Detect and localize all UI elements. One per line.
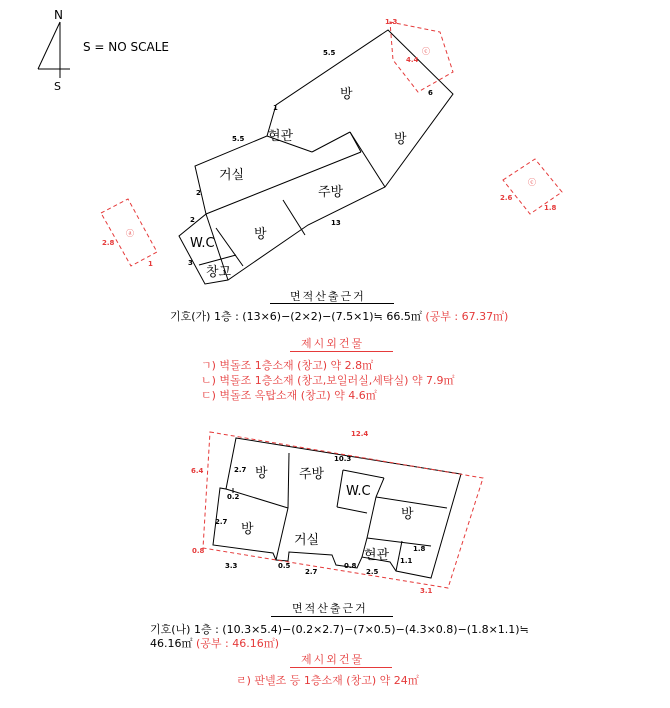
title-underline: [290, 667, 392, 668]
hall-label: 현관: [268, 129, 294, 144]
dimension-label: 2: [190, 216, 195, 224]
dimension-label: 13: [331, 219, 341, 227]
dimension-label: 1: [273, 104, 278, 112]
dimension-label: 0.8: [344, 562, 357, 570]
room-label: 방: [340, 87, 353, 102]
dimension-label: 2.7: [305, 568, 318, 576]
plan-a-outline: [179, 30, 453, 284]
area-basis-title-a: 면적산출근거: [290, 290, 366, 303]
dimension-label: 2: [196, 189, 201, 197]
scale-note: S = NO SCALE: [83, 40, 170, 54]
living-room-label: 거실: [219, 168, 245, 183]
wc-label: W.C: [190, 236, 215, 251]
plan-b-rooms: [241, 465, 414, 563]
dimension-label: 3.1: [420, 587, 433, 595]
dimension-label: 1.3: [385, 18, 398, 26]
title-underline: [271, 616, 393, 617]
excluded-item: ㄷ) 벽돌조 옥탑소재 (창고) 약 4.6㎡: [201, 389, 377, 402]
dimension-label: 2.7: [215, 518, 228, 526]
ledger-area: (공부 : 46.16㎡): [196, 637, 280, 650]
room-label: 방: [255, 466, 268, 481]
excluded-item: ㄱ) 벽돌조 1층소재 (창고) 약 2.8㎡: [201, 359, 374, 372]
dimension-label: 0.8: [192, 547, 205, 555]
area-formula-text: 기호(가) 1층 : (13×6)−(2×2)−(7.5×1)≒ 66.5㎡: [170, 310, 422, 323]
dimension-label: 6.4: [191, 467, 204, 475]
dimension-label: 5.5: [323, 49, 336, 57]
excluded-buildings-title-a: 제시외건물: [301, 337, 365, 350]
dimension-label: 5.5: [232, 135, 245, 143]
dimension-label: 6: [428, 89, 433, 97]
building-marker-icon: ⓒ: [528, 178, 536, 187]
wc-label: W.C: [346, 484, 371, 499]
area-basis-title-b: 면적산출근거: [292, 602, 368, 615]
room-label: 방: [241, 522, 254, 537]
title-underline: [270, 303, 394, 304]
dimension-label: 1.8: [413, 545, 426, 553]
dimension-label: 10.3: [334, 455, 352, 463]
title-underline: [290, 351, 393, 352]
excluded-item: ㄴ) 벽돌조 1층소재 (창고,보일러실,세탁실) 약 7.9㎡: [201, 374, 455, 387]
dimension-label: 3.3: [225, 562, 238, 570]
hall-label: 현관: [364, 548, 390, 563]
room-label: 방: [254, 227, 267, 242]
area-formula-b: 기호(나) 1층 : (10.3×5.4)−(0.2×2.7)−(7×0.5)−(4.3×0.8)−(1.8×1.1)≒: [150, 623, 529, 636]
plan-a-outbuildings: [101, 22, 562, 266]
dimension-label: 0.5: [278, 562, 291, 570]
excluded-buildings-title-b: 제시외건물: [301, 653, 365, 666]
kitchen-label: 주방: [318, 185, 344, 200]
north-arrow-icon: [38, 22, 70, 78]
dimension-label: 1: [148, 260, 153, 268]
north-label: N: [54, 8, 63, 22]
dimension-label: 2.7: [234, 466, 247, 474]
dimension-label: 0.2: [227, 493, 240, 501]
building-marker-icon: ⓐ: [126, 229, 134, 238]
area-formula-text: 46.16㎡: [150, 637, 193, 650]
plan-a-rooms: [190, 86, 407, 280]
dimension-label: 2.8: [102, 239, 115, 247]
south-label: S: [54, 80, 61, 93]
dimension-label: 1.1: [400, 557, 413, 565]
dimension-label: 2.5: [366, 568, 379, 576]
area-formula-a: [170, 310, 508, 323]
building-marker-icon: ⓒ: [422, 47, 430, 56]
dimension-label: 2.6: [500, 194, 513, 202]
kitchen-label: 주방: [299, 467, 325, 482]
dimension-label: 12.4: [351, 430, 369, 438]
excluded-item: ㄹ) 판넬조 등 1층소재 (창고) 약 24㎡: [236, 674, 419, 687]
area-formula-b-total: [150, 637, 279, 650]
dimension-label: 1.8: [544, 204, 557, 212]
room-label: 방: [401, 507, 414, 522]
room-label: 방: [394, 132, 407, 147]
living-room-label: 거실: [294, 533, 320, 548]
dimension-label: 3: [188, 259, 193, 267]
storage-label: 창고: [206, 265, 232, 280]
dimension-label: 4.4: [406, 56, 419, 64]
ledger-area: (공부 : 67.37㎡): [425, 310, 509, 323]
